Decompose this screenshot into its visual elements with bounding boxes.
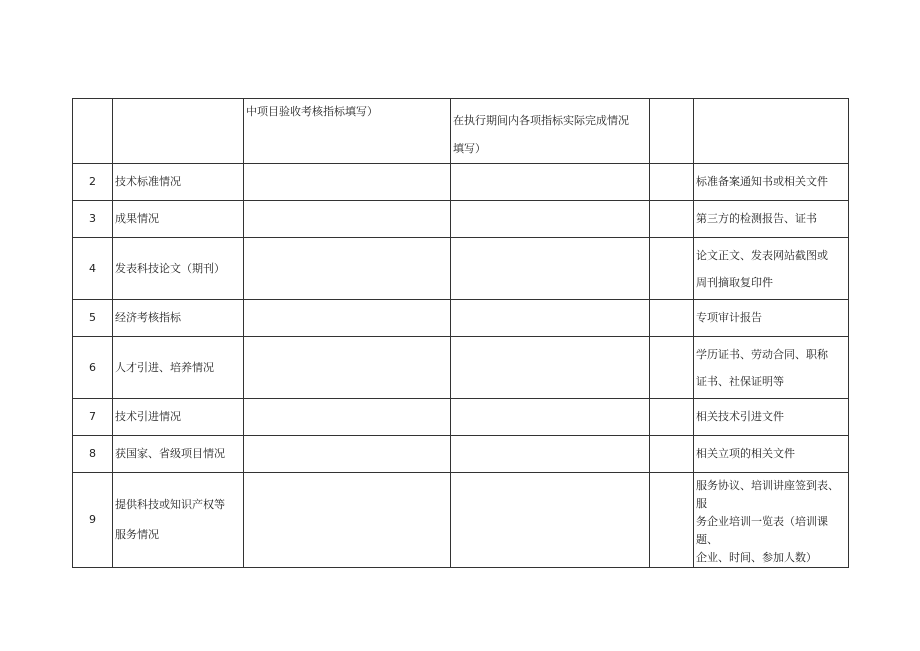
row-blank (650, 300, 694, 337)
header-cell-completion (451, 99, 650, 164)
row-number: 3 (73, 201, 113, 238)
row-blank (650, 164, 694, 201)
header-cell-target: 中项目验收考核指标填写） (244, 99, 451, 164)
table-row (73, 201, 849, 238)
row-completion (451, 436, 650, 473)
row-evidence (694, 337, 849, 399)
row-target (244, 473, 451, 568)
header-completion-line-1: 在执行期间内各项指标实际完成情况 (453, 114, 629, 127)
row-item: 获国家、省级项目情况 (113, 436, 244, 473)
row-target (244, 238, 451, 300)
row-blank (650, 337, 694, 399)
header-cell-blank (650, 99, 694, 164)
evidence-line: 企业、时间、参加人数） (696, 551, 817, 564)
row-completion (451, 300, 650, 337)
row-target (244, 399, 451, 436)
header-completion-line-2: 填写） (453, 142, 486, 155)
row-evidence: 第三方的检测报告、证书 (694, 201, 849, 238)
header-cell-item (113, 99, 244, 164)
row-evidence: 相关立项的相关文件 (694, 436, 849, 473)
table-row (73, 238, 849, 300)
table-row (73, 436, 849, 473)
row-item (113, 473, 244, 568)
row-blank (650, 473, 694, 568)
row-target (244, 300, 451, 337)
table-row (73, 164, 849, 201)
row-evidence (694, 238, 849, 300)
table-row (73, 337, 849, 399)
row-evidence (694, 473, 849, 568)
row-number: 2 (73, 164, 113, 201)
row-blank (650, 201, 694, 238)
row-completion (451, 399, 650, 436)
row-target (244, 164, 451, 201)
header-cell-number (73, 99, 113, 164)
evidence-line: 学历证书、劳动合同、职称 (696, 347, 828, 361)
item-line: 服务情况 (115, 528, 159, 541)
item-line: 提供科技或知识产权等 (115, 498, 225, 511)
row-item: 成果情况 (113, 201, 244, 238)
table-row (73, 300, 849, 337)
evidence-line: 论文正文、发表网站截图或 (696, 248, 828, 262)
evidence-line: 务企业培训一览表（培训课题、 (696, 515, 828, 546)
row-number: 6 (73, 337, 113, 399)
row-target (244, 337, 451, 399)
row-completion (451, 473, 650, 568)
row-target (244, 201, 451, 238)
row-target (244, 436, 451, 473)
row-item: 发表科技论文（期刊） (113, 238, 244, 300)
row-completion (451, 164, 650, 201)
evidence-line: 证书、社保证明等 (696, 374, 784, 388)
acceptance-indicators-table (72, 98, 849, 568)
table-header-row (73, 99, 849, 164)
row-evidence: 标准备案通知书或相关文件 (694, 164, 849, 201)
row-number: 9 (73, 473, 113, 568)
row-item: 技术引进情况 (113, 399, 244, 436)
row-completion (451, 201, 650, 238)
row-completion (451, 238, 650, 300)
row-item: 人才引进、培养情况 (113, 337, 244, 399)
table-row (73, 473, 849, 568)
row-evidence: 相关技术引进文件 (694, 399, 849, 436)
row-number: 7 (73, 399, 113, 436)
row-evidence: 专项审计报告 (694, 300, 849, 337)
row-blank (650, 436, 694, 473)
row-blank (650, 238, 694, 300)
row-number: 5 (73, 300, 113, 337)
row-item: 经济考核指标 (113, 300, 244, 337)
row-completion (451, 337, 650, 399)
table-row (73, 399, 849, 436)
row-blank (650, 399, 694, 436)
evidence-line: 服务协议、培训讲座签到表、服 (696, 479, 839, 510)
evidence-line: 周刊摘取复印件 (696, 275, 773, 289)
header-cell-evidence (694, 99, 849, 164)
row-number: 8 (73, 436, 113, 473)
row-item: 技术标准情况 (113, 164, 244, 201)
row-number: 4 (73, 238, 113, 300)
